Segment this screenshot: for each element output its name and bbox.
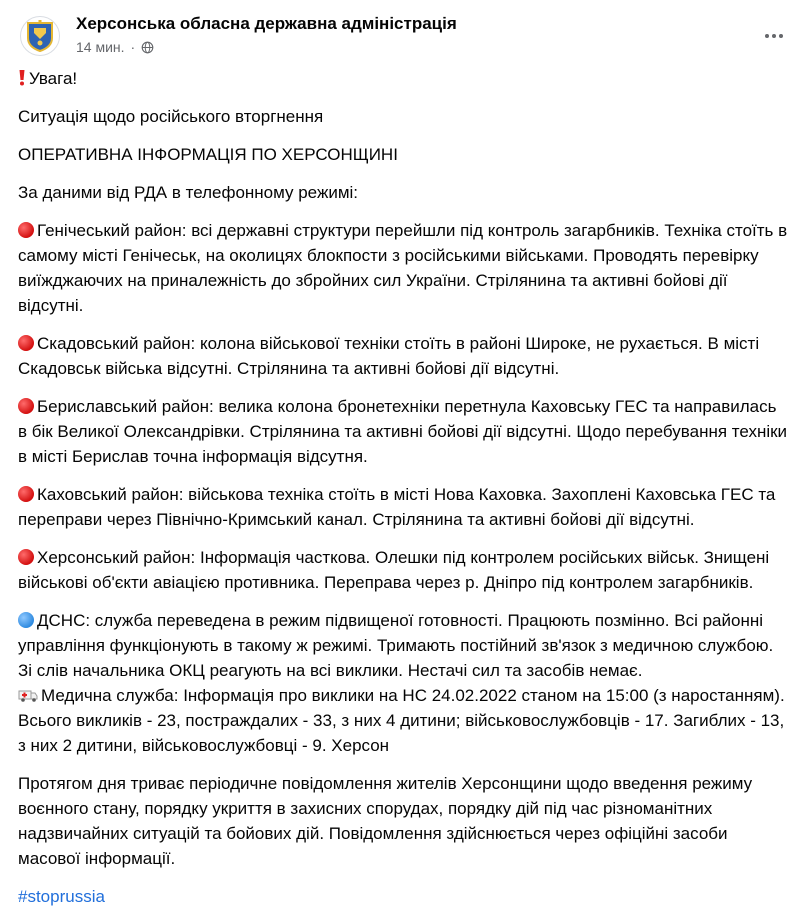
red-exclamation-icon [18, 69, 26, 86]
blue-circle-icon [18, 612, 34, 628]
operative-heading: ОПЕРАТИВНА ІНФОРМАЦІЯ ПО ХЕРСОНЩИНІ [18, 145, 398, 164]
dsns-text: ДСНС: служба переведена в режим підвищеної готовності. Працюють позмінно. Всі районні управління функціонують в такому ж режимі. Тримають постійний зв'язок з медичною службою. Зі слів начальника ОКЦ реагують на всі виклики. Нестачі сил та засобів немає. [18, 611, 774, 680]
post-meta [76, 39, 154, 55]
medical-text: Медична служба: Інформація про виклики на НС 24.02.2022 станом на 15:00 (з наростанням). Всього викликів - 23, постраждалих - 33, з них 4 дитини; військовослужбовців - 17. Загиблих - 13, з них 2 дитини, військовослужбовці - 9. Херсон [18, 686, 785, 755]
post-header [20, 10, 790, 62]
henichesk-text: Генічеський район: всі державні структури перейшли під контроль загарбників. Техніка стоїть в самому місті Генічеськ, на околицях блокпости з російськими військами. Проводять перевірку виїжджаючих на приналежність до збройних сил України. Стрілянина та активні бойові дії відсутні. [18, 221, 788, 315]
red-circle-icon [18, 222, 34, 238]
kherson-paragraph [18, 545, 788, 595]
source-text: За даними від РДА в телефонному режимі: [18, 183, 358, 202]
red-circle-icon [18, 486, 34, 502]
henichesk-paragraph [18, 218, 788, 318]
attention-line [18, 66, 788, 91]
medical-paragraph [18, 683, 788, 758]
page-avatar[interactable] [20, 16, 60, 56]
ambulance-icon [18, 687, 38, 703]
red-circle-icon [18, 549, 34, 565]
skadovsk-text: Скадовський район: колона військової техніки стоїть в районі Широке, не рухається. В місті Скадовськ війська відсутні. Стрілянина та активні бойові дії відсутні. [18, 334, 760, 378]
more-horizontal-icon [772, 34, 776, 38]
attention-text: Увага! [29, 69, 78, 88]
page-name-link[interactable]: Херсонська обласна державна адміністрація [76, 14, 457, 33]
post-time-link[interactable]: 14 мин. [76, 39, 125, 55]
meta-separator: · [130, 39, 136, 55]
coat-of-arms-icon [25, 19, 55, 53]
kherson-text: Херсонський район: Інформація часткова. Олешки під контролем російських військ. Знищені військові об'єкти авіацією противника. Переправа через р. Дніпро під контролем загарбників. [18, 548, 770, 592]
globe-icon[interactable] [141, 41, 154, 54]
beryslav-text: Бериславський район: велика колона бронетехніки перетнула Каховську ГЕС та направилась в бік Великої Олександрівки. Стрілянина та активні бойові дії відсутні. Щодо перебування техніки в місті Берислав точна інформація відсутня. [18, 397, 788, 466]
red-circle-icon [18, 398, 34, 414]
situation-text: Ситуація щодо російського вторгнення [18, 107, 324, 126]
kakhovka-paragraph [18, 482, 788, 532]
dsns-paragraph [18, 608, 788, 683]
skadovsk-paragraph [18, 331, 788, 381]
more-horizontal-icon [779, 34, 783, 38]
post-body [18, 66, 788, 909]
notice-text: Протягом дня триває періодичне повідомлення жителів Херсонщини щодо введення режиму воєнного стану, порядку укриття в захисних спорудах, порядку дій під час різноманітних надзвичайних ситуацій та бойових дій. Повідомлення здійснюється через офіційні засоби масової інформації. [18, 774, 753, 868]
red-circle-icon [18, 335, 34, 351]
more-options-button[interactable] [758, 20, 790, 52]
kakhovka-text: Каховський район: військова техніка стоїть в місті Нова Каховка. Захоплені Каховська ГЕС та переправи через Північно-Кримський канал. Стрілянина та активні бойові дії відсутні. [18, 485, 776, 529]
beryslav-paragraph [18, 394, 788, 469]
more-horizontal-icon [765, 34, 769, 38]
stoprussia-hashtag-link[interactable]: #stoprussia [18, 887, 105, 906]
